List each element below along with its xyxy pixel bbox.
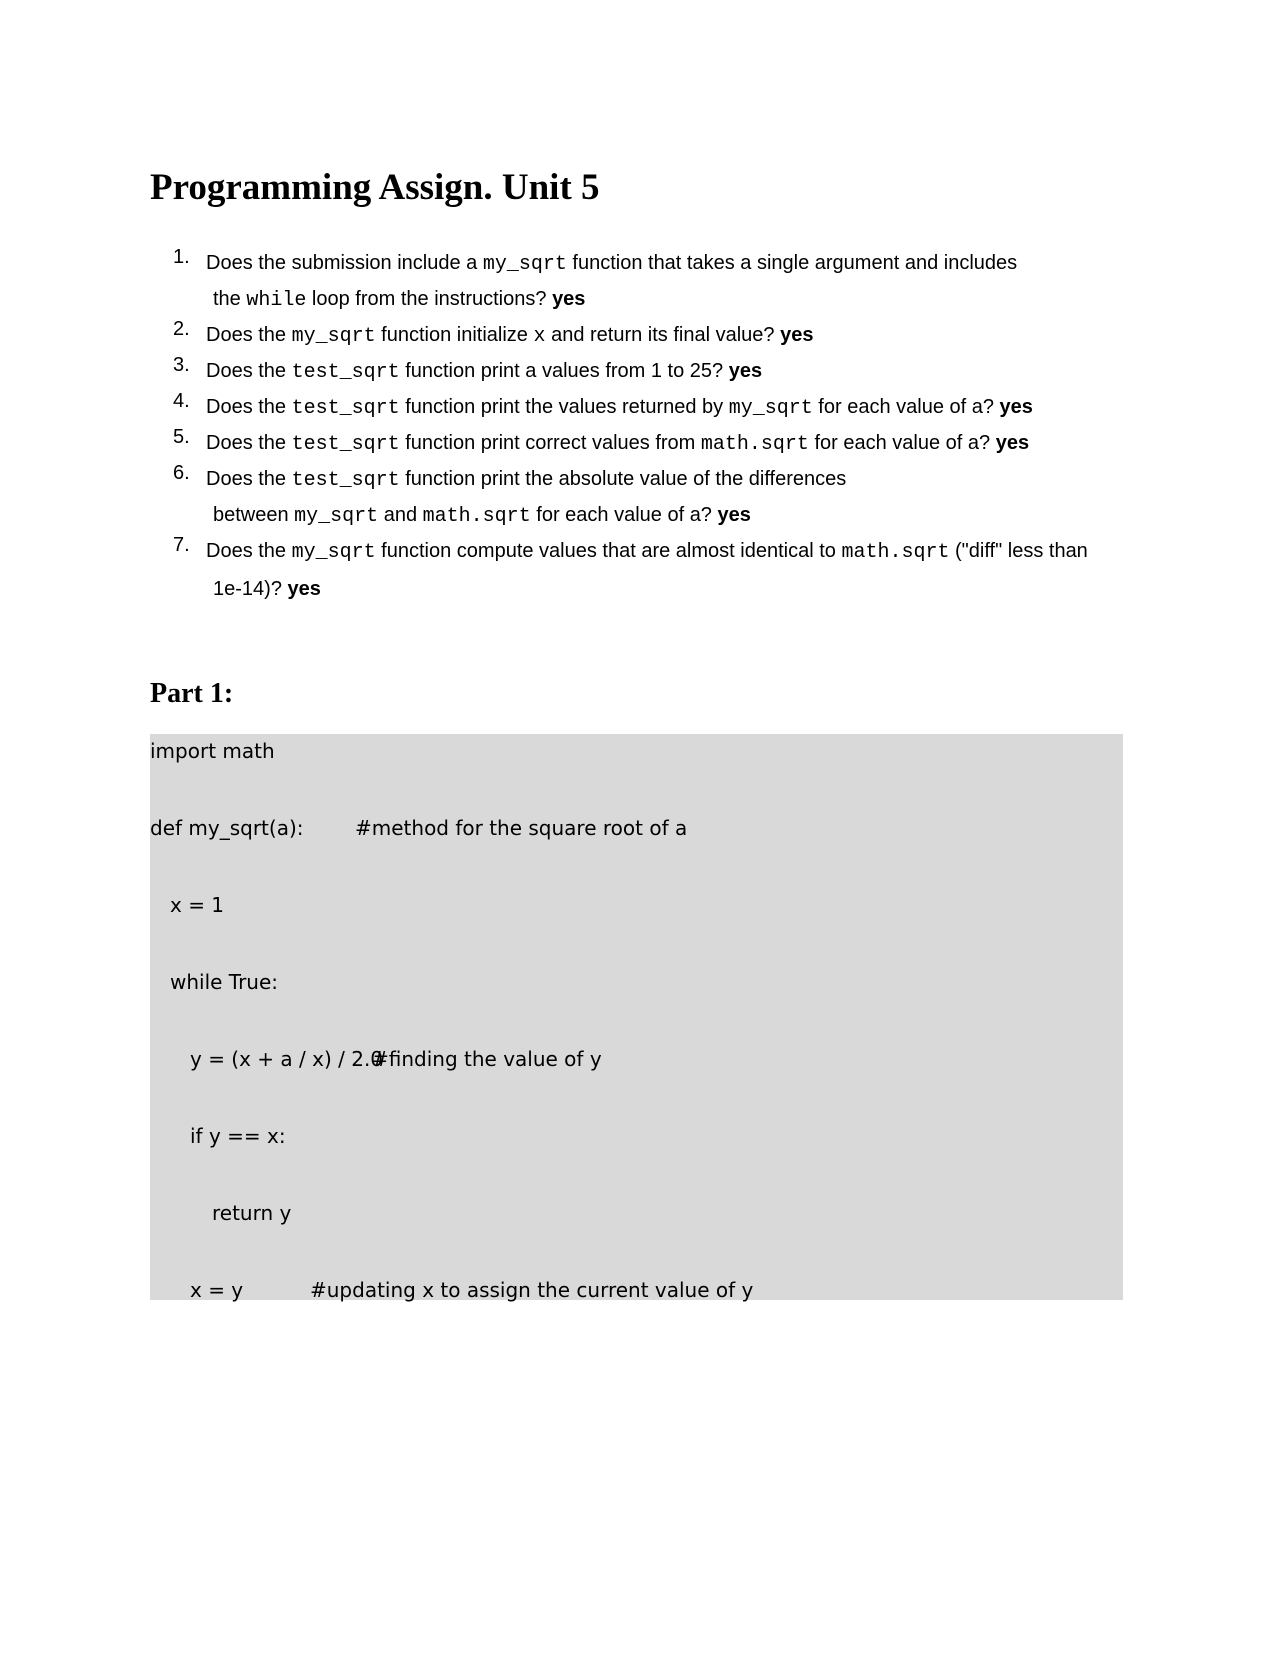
item-number: 2.	[173, 318, 190, 340]
list-item: 3. Does the test_sqrt function print a values from 1 to 25? yes	[173, 354, 763, 384]
inline-code: test_sqrt	[291, 361, 400, 384]
code-line: x = y #updating x to assign the current value of y	[190, 1278, 754, 1302]
item-number: 7.	[173, 534, 190, 556]
item-number: 1.	[173, 246, 190, 268]
code-comment: #updating x to assign the current value of y	[310, 1278, 754, 1302]
answer: yes	[999, 396, 1033, 418]
answer: yes	[717, 504, 751, 526]
code-line: import math	[150, 739, 275, 763]
inline-code: my_sqrt	[728, 397, 813, 420]
list-item: 7. Does the my_sqrt function compute values that are almost identical to math.sqrt ("diff" less than 1e-14)? yes	[173, 534, 1088, 600]
item-number: 6.	[173, 462, 190, 484]
inline-code: test_sqrt	[291, 469, 400, 492]
list-item: 6. Does the test_sqrt function print the absolute value of the differences between my_sqrt and math.sqrt for each value of a? yes	[173, 462, 847, 528]
code-line: y = (x + a / x) / 2.0 #finding the value of y	[190, 1047, 602, 1071]
item-number: 3.	[173, 354, 190, 376]
answer: yes	[287, 578, 321, 600]
list-item: 1. Does the submission include a my_sqrt function that takes a single argument and includes the while loop from the instructions? yes	[173, 246, 1018, 312]
answer: yes	[995, 432, 1030, 454]
list-item: 4. Does the test_sqrt function print the values returned by my_sqrt for each value of a? yes	[173, 390, 1033, 420]
code-line: if y == x:	[190, 1124, 286, 1148]
code-line: while True:	[170, 970, 279, 994]
inline-code: math.sqrt	[700, 433, 809, 456]
inline-code: while	[246, 289, 307, 312]
code-block	[150, 734, 1123, 1300]
answer: yes	[780, 324, 814, 346]
inline-code: my_sqrt	[291, 541, 376, 564]
code-line: x = 1	[170, 893, 225, 917]
answer: yes	[552, 288, 586, 310]
inline-code: test_sqrt	[291, 433, 400, 456]
code-line: return y	[212, 1201, 292, 1225]
inline-code: my_sqrt	[294, 505, 379, 528]
code-comment: #method for the square root of a	[355, 816, 688, 840]
code-line: def my_sqrt(a): #method for the square root of a	[150, 816, 688, 840]
code-comment: #finding the value of y	[372, 1047, 602, 1071]
review-checklist	[170, 246, 1130, 609]
item-number: 4.	[173, 390, 190, 412]
list-item: 5. Does the test_sqrt function print correct values from math.sqrt for each value of a? yes	[173, 426, 1030, 456]
section-heading: Part 1:	[150, 678, 234, 709]
answer: yes	[728, 360, 763, 382]
item-number: 5.	[173, 426, 190, 448]
list-item: 2. Does the my_sqrt function initialize x and return its final value? yes	[173, 318, 814, 348]
inline-code: math.sqrt	[422, 505, 531, 528]
inline-code: x	[533, 325, 546, 348]
inline-code: my_sqrt	[482, 253, 567, 276]
inline-code: my_sqrt	[291, 325, 376, 348]
inline-code: math.sqrt	[841, 541, 950, 564]
inline-code: test_sqrt	[291, 397, 400, 420]
page-title: Programming Assign. Unit 5	[150, 167, 600, 208]
